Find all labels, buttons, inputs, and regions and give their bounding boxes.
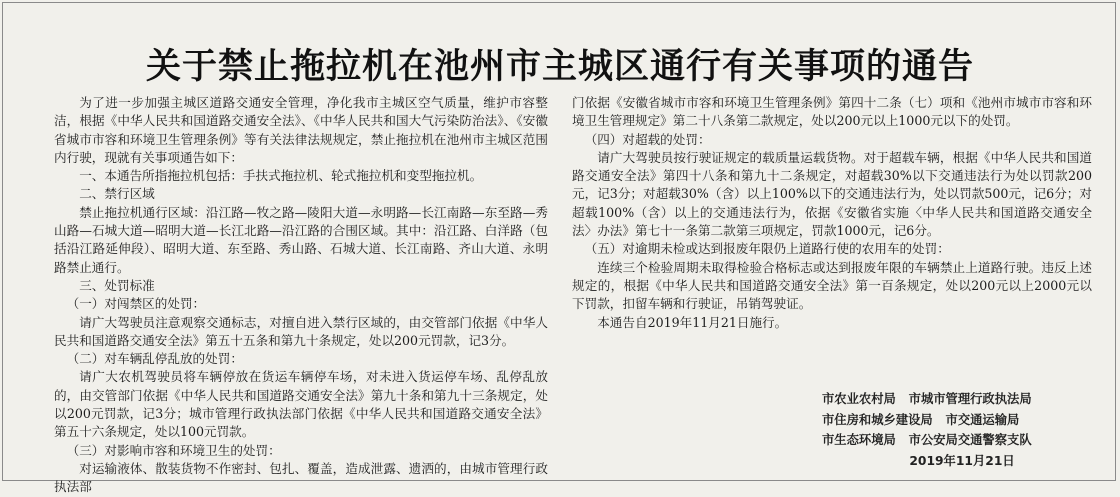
section-3-heading: 三、处罚标准: [79, 277, 155, 293]
signature-block: [822, 389, 1082, 471]
signatory-row: [822, 410, 1082, 431]
signatory-agency: 市公安局交通警察支队: [908, 433, 1032, 447]
penalty-2-paragraph: 请广大农机驾驶员将车辆停放在货运车辆停车场，对未进入货运停车场、乱停乱放的，由交管部门依据《中华人民共和国道路交通安全法》第九十条和第九十三条规定，处以200元罚款，记3分；城市管理行政执法部门依据《中华人民共和国道路交通安全法》第五十六条规定，处以100元罚款。: [54, 369, 548, 440]
penalty-1-paragraph: 请广大驾驶员注意观察交通标志，对擅自进入禁行区域的，由交管部门依据《中华人民共和国道路交通安全法》第五十五条和第九十条规定，处以200元罚款，记3分。: [54, 314, 548, 348]
intro-paragraph: 为了进一步加强主城区道路交通安全管理，净化我市主城区空气质量，维护市容整洁，根据《中华人民共和国道路交通安全法》、《中华人民共和国大气污染防治法》、《安徽省城市市容和环境卫生管理条例》等有关法律法规规定，禁止拖拉机在池州市主城区范围内行驶，现就有关事项通告如下：: [54, 95, 548, 165]
penalty-3-paragraph-start: 对运输液体、散装货物不作密封、包扎、覆盖，造成泄露、遗洒的，由城市管理行政执法部: [54, 460, 548, 495]
penalty-5-paragraph: 连续三个检验周期未取得检验合格标志或达到报废年限的车辆禁止上道路行驶。违反上述规定的，根据《中华人民共和国道路交通安全法》第一百条规定，处以200元以上2000元以下罚款，扣留车辆和行驶证，吊销驾驶证。: [572, 259, 1092, 312]
right-column: [572, 94, 1092, 332]
penalty-4-paragraph: 请广大驾驶员按行驶证规定的载质量运载货物。对于超载车辆，根据《中华人民共和国道路交通安全法》第四十八条和第九十二条规定，对超载30%以下交通违法行为处以罚款200元，记3分；对超载30%（含）以上100%以下的交通违法行为，处以罚款500元，记6分；对超载100%（含）以上的交通违法行为，依据《安徽省实施〈中华人民共和国道路交通安全法〉办法》第七十一条第二款第三项规定，罚款1000元，记6分。: [572, 149, 1092, 239]
signatory-agency: 市生态环境局: [822, 433, 896, 447]
signatory-agency: 市城市管理行政执法局: [908, 392, 1032, 406]
notice-date: 2019年11月21日: [909, 453, 1015, 468]
signatory-agency: 市住房和城乡建设局: [822, 412, 933, 427]
penalty-3-heading: （三）对影响市容和环境卫生的处罚：: [66, 442, 281, 458]
penalty-5-heading: （五）对逾期未检或达到报废年限仍上道路行使的农用车的处罚：: [584, 241, 950, 257]
penalty-3-paragraph-end: 门依据《安徽省城市市容和环境卫生管理条例》第四十二条（七）项和《池州市城市市容和环境卫生管理规定》第二十八条第二款规定，处以200元以上1000元以下的处罚。: [572, 95, 1092, 129]
notice-title: 关于禁止拖拉机在池州市主城区通行有关事项的通告: [145, 46, 974, 88]
signatory-agency: 市交通运输局: [945, 412, 1020, 427]
effective-date-paragraph: 本通告自2019年11月21日施行。: [597, 314, 788, 330]
penalty-4-heading: （四）对超载的处罚：: [584, 131, 711, 147]
left-column: [54, 94, 548, 497]
penalty-1-heading: （一）对闯禁区的处罚：: [66, 296, 206, 312]
restricted-area-paragraph: 禁止拖拉机通行区域：沿江路—牧之路—陵阳大道—永明路—长江南路—东至路—秀山路—石城大道—昭明大道—长江北路—沿江路的合围区域。其中：沿江路、白洋路（包括沿江路延伸段）、昭明大道、东至路、秀山路、石城大道、长江南路、齐山大道、永明路禁止通行。: [54, 204, 548, 275]
section-2-heading: 二、禁行区域: [79, 186, 155, 202]
signatory-agency: 市农业农村局: [822, 392, 896, 406]
section-1-scope: 一、本通告所指拖拉机包括：手扶式拖拉机、轮式拖拉机和变型拖拉机。: [79, 168, 483, 184]
signatory-row: [822, 430, 1082, 451]
signatory-row: [822, 389, 1082, 410]
penalty-2-heading: （二）对车辆乱停乱放的处罚：: [66, 351, 243, 367]
